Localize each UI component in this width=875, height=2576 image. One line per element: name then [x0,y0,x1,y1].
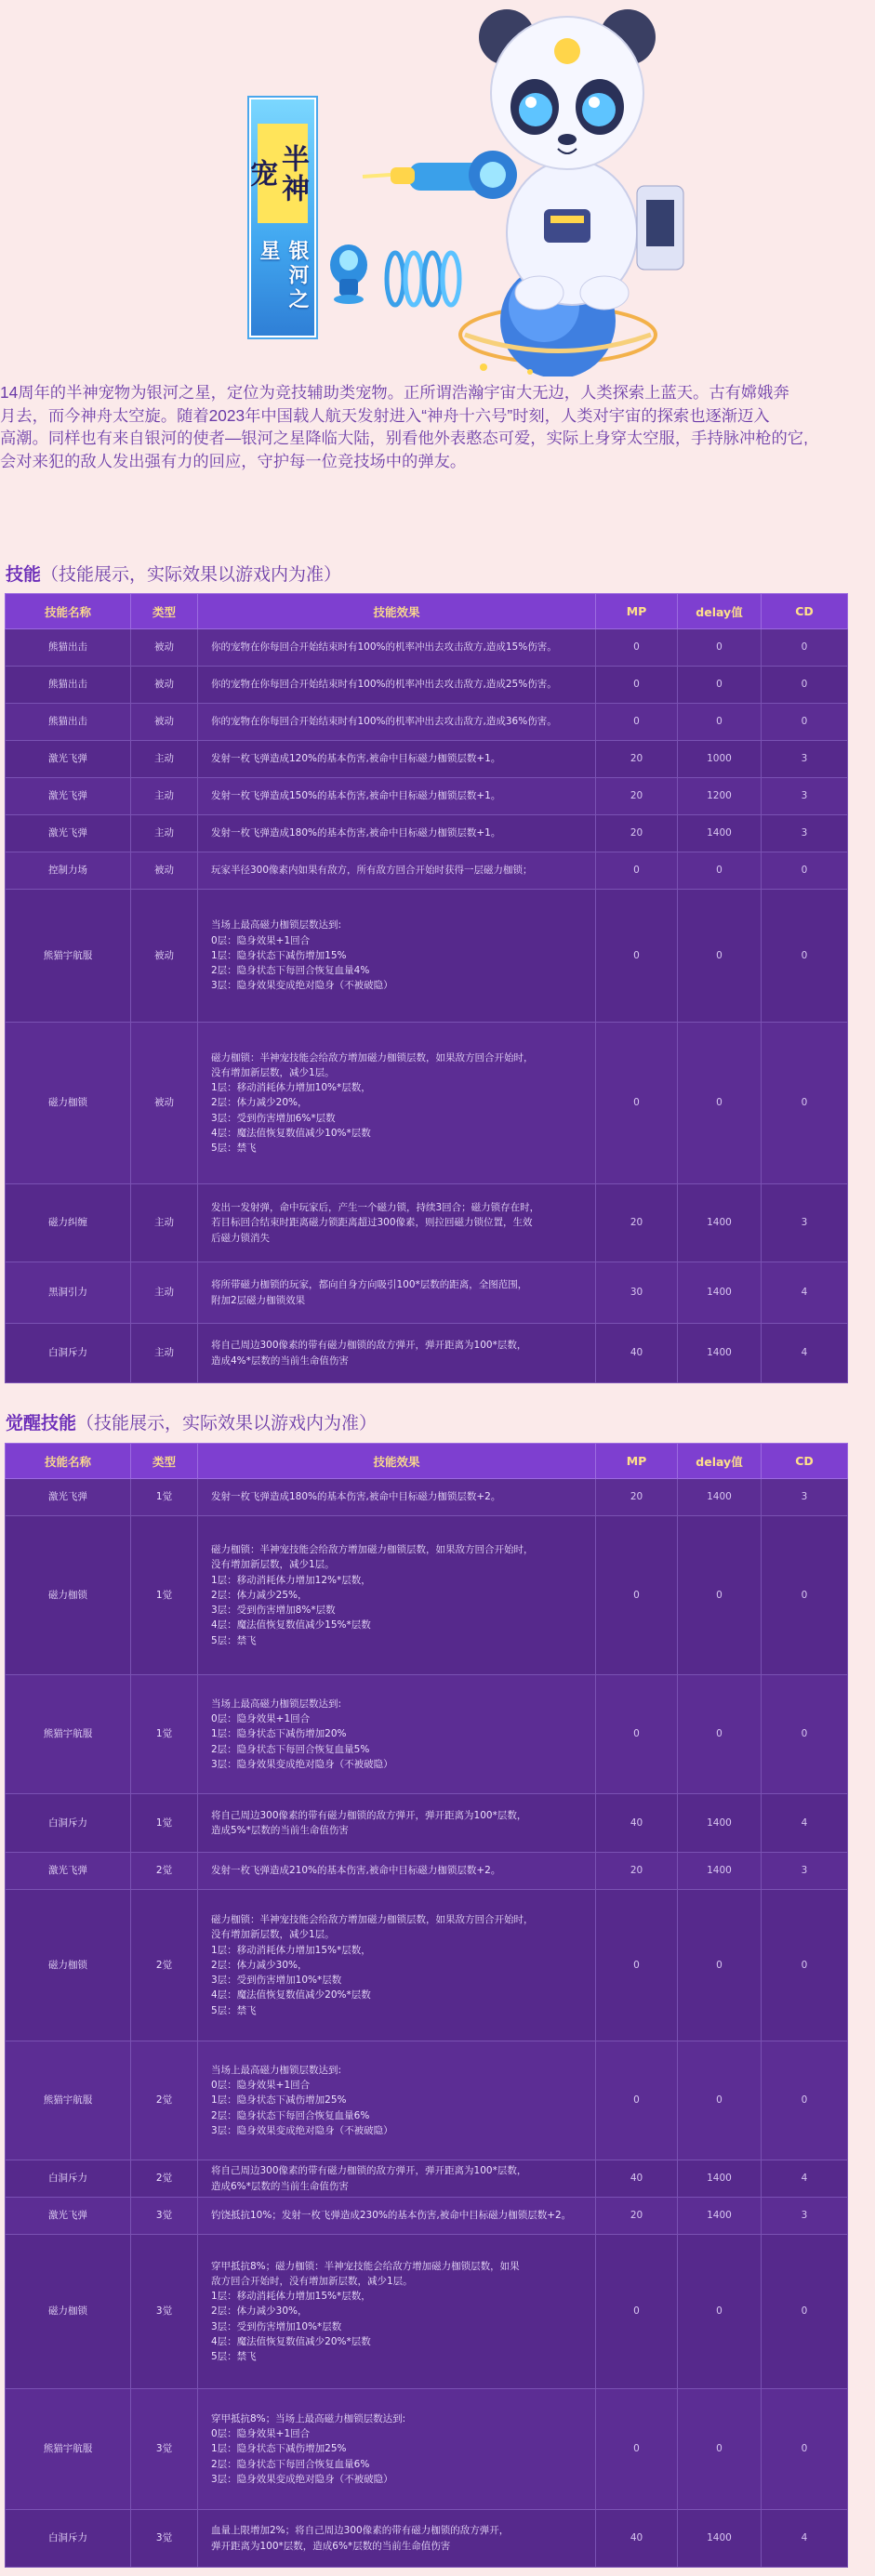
col-header-effect: 技能效果 [198,1444,596,1479]
skill-name-cell: 熊猫出击 [6,667,131,704]
skill-type-cell: 3觉 [131,2198,198,2235]
skill-delay-cell: 0 [678,2041,762,2160]
effect-line: 1层：移动消耗体力增加15%*层数， [211,1944,371,1956]
skill-delay-cell: 1400 [678,1479,762,1516]
effect-line: 钓饶抵抗10%；发射一枚飞弹造成230%的基本伤害,被命中目标磁力枷锁层数+2。 [211,2210,572,2222]
skill-mp-cell: 40 [596,2160,678,2198]
effect-line: 5层：禁飞 [211,2351,257,2363]
effect-line: 2层：体力减少25%， [211,1589,308,1601]
effect-line: 0层：隐身效果+1回合 [211,934,311,946]
skill-delay-cell: 1400 [678,2160,762,2198]
table-row [6,1262,848,1324]
skill-name-cell: 白洞斥力 [6,2160,131,2198]
table-row [6,1324,848,1383]
skill-type-cell: 被动 [131,629,198,667]
table-row [6,1794,848,1853]
effect-line: 你的宠物在你每回合开始结束时有100%的机率冲出去攻击敌方,造成15%伤害。 [211,641,557,654]
table-row [6,2235,848,2389]
skill-delay-cell: 0 [678,1516,762,1675]
skill-effect-cell [198,890,596,1023]
skill-type-cell: 1觉 [131,1794,198,1853]
effect-line: 穿甲抵抗8%；磁力枷锁：半神宠技能会给敌方增加磁力枷锁层数，如果 [211,2260,520,2272]
skill-delay-cell: 0 [678,2389,762,2510]
skill-name-cell: 白洞斥力 [6,1794,131,1853]
skill-mp-cell: 0 [596,704,678,741]
skill-name-cell: 熊猫宇航服 [6,890,131,1023]
effect-line: 2层：隐身状态下每回合恢复血量5% [211,1743,370,1755]
effect-line: 附加2层磁力枷锁效果 [211,1294,306,1306]
table-row [6,1479,848,1516]
skill-cd-cell: 3 [762,1479,848,1516]
skill-mp-cell: 0 [596,890,678,1023]
effect-line: 发射一枚飞弹造成120%的基本伤害,被命中目标磁力枷锁层数+1。 [211,753,501,765]
table-header-row [6,1444,848,1479]
skill-cd-cell: 3 [762,1853,848,1890]
skill-type-cell: 主动 [131,741,198,778]
skill-effect-cell [198,2389,596,2510]
effect-line: 磁力枷锁：半神宠技能会给敌方增加磁力枷锁层数，如果敌方回合开始时， [211,1914,534,1926]
skill-mp-cell: 20 [596,741,678,778]
skill-cd-cell: 0 [762,1890,848,2041]
skill-type-cell: 1觉 [131,1516,198,1675]
col-header-type: 类型 [131,1444,198,1479]
effect-line: 发射一枚飞弹造成180%的基本伤害,被命中目标磁力枷锁层数+2。 [211,1491,501,1503]
skill-name-cell: 黑洞引力 [6,1262,131,1324]
col-header-cd: CD [762,1444,848,1479]
table-row [6,1890,848,2041]
effect-line: 2层：体力减少30%， [211,2305,308,2318]
skill-effect-cell [198,778,596,815]
col-header-type: 类型 [131,594,198,629]
skill-effect-cell [198,815,596,852]
skill-name-cell: 激光飞弹 [6,741,131,778]
table-row [6,2160,848,2198]
col-header-cd: CD [762,594,848,629]
table-row [6,2041,848,2160]
skill-cd-cell: 4 [762,2160,848,2198]
skill-type-cell: 主动 [131,1184,198,1262]
skill-delay-cell: 0 [678,1890,762,2041]
skill-delay-cell: 0 [678,704,762,741]
effect-line: 3层：隐身效果变成绝对隐身（不被破隐） [211,2124,393,2136]
skills-title: 技能 [6,565,42,585]
skill-cd-cell: 0 [762,2389,848,2510]
skill-effect-cell [198,741,596,778]
skill-type-cell: 被动 [131,1023,198,1184]
table-row [6,667,848,704]
table-row [6,778,848,815]
effect-line: 造成4%*层数的当前生命值伤害 [211,1354,349,1367]
effect-line: 玩家半径300像素内如果有敌方，所有敌方回合开始时获得一层磁力枷锁； [211,865,533,877]
skill-mp-cell: 20 [596,778,678,815]
skill-cd-cell: 3 [762,778,848,815]
skill-name-cell: 熊猫出击 [6,704,131,741]
col-header-delay: delay值 [678,594,762,629]
skill-name-cell: 激光飞弹 [6,2198,131,2235]
skill-mp-cell: 0 [596,1675,678,1794]
skill-mp-cell: 20 [596,815,678,852]
skill-cd-cell: 3 [762,815,848,852]
effect-line: 发射一枚飞弹造成180%的基本伤害,被命中目标磁力枷锁层数+1。 [211,827,501,839]
skills-table [5,593,848,1383]
effect-line: 1层：隐身状态下减伤增加25% [211,2094,347,2107]
table-row [6,2510,848,2568]
effect-line: 5层：禁飞 [211,1143,257,1155]
awaken-note: （技能展示，实际效果以游戏内为准） [76,1414,378,1433]
skill-type-cell: 主动 [131,1262,198,1324]
intro-line: 14周年的半神宠物为银河之星，定位为竞技辅助类宠物。正所谓浩瀚宇宙大无边，人类探索上蓝天。古有嫦娥奔 [0,383,789,402]
table-row [6,1675,848,1794]
effect-line: 造成6%*层数的当前生命值伤害 [211,2180,349,2192]
effect-line: 穿甲抵抗8%；当场上最高磁力枷锁层数达到: [211,2412,406,2424]
skill-cd-cell: 4 [762,2510,848,2568]
badge-rank-label: 半神宠 [258,124,308,223]
skill-effect-cell [198,1324,596,1383]
effect-line: 敌方回合开始时，没有增加新层数，减少1层。 [211,2275,413,2287]
skill-cd-cell: 0 [762,890,848,1023]
skill-type-cell: 2觉 [131,1890,198,2041]
skill-delay-cell: 0 [678,2235,762,2389]
skill-effect-cell [198,1479,596,1516]
effect-line: 你的宠物在你每回合开始结束时有100%的机率冲出去攻击敌方,造成25%伤害。 [211,679,557,691]
table-row [6,1853,848,1890]
skill-type-cell: 2觉 [131,2160,198,2198]
col-header-mp: MP [596,1444,678,1479]
effect-line: 3层：隐身效果变成绝对隐身（不被破隐） [211,2473,393,2485]
skill-delay-cell: 1400 [678,1794,762,1853]
skill-cd-cell: 3 [762,1184,848,1262]
skill-name-cell: 熊猫宇航服 [6,1675,131,1794]
skill-delay-cell: 0 [678,629,762,667]
effect-line: 0层：隐身效果+1回合 [211,1713,311,1725]
effect-line: 你的宠物在你每回合开始结束时有100%的机率冲出去攻击敌方,造成36%伤害。 [211,716,557,728]
skill-effect-cell [198,2510,596,2568]
effect-line: 4层：魔法值恢复数值减少20%*层数 [211,1989,371,2001]
skill-effect-cell [198,667,596,704]
skill-delay-cell: 1000 [678,741,762,778]
table-row [6,815,848,852]
effect-line: 没有增加新层数，减少1层。 [211,1929,335,1941]
skill-cd-cell: 4 [762,1324,848,1383]
pulse-gun-icon [363,151,517,199]
col-header-name: 技能名称 [6,1444,131,1479]
skill-mp-cell: 20 [596,1853,678,1890]
skill-cd-cell: 0 [762,852,848,890]
skill-delay-cell: 1400 [678,1324,762,1383]
effect-line: 3层：隐身效果变成绝对隐身（不被破隐） [211,1758,393,1770]
skill-type-cell: 被动 [131,704,198,741]
skill-name-cell: 白洞斥力 [6,1324,131,1383]
skill-mp-cell: 0 [596,852,678,890]
table-row [6,1184,848,1262]
skill-mp-cell: 40 [596,1794,678,1853]
skill-effect-cell [198,2160,596,2198]
hero-banner [0,0,875,376]
skill-delay-cell: 1400 [678,1853,762,1890]
effect-line: 造成5%*层数的当前生命值伤害 [211,1825,349,1836]
effect-line: 3层：受到伤害增加10%*层数 [211,1975,342,1987]
effect-line: 3层：受到伤害增加8%*层数 [211,1605,336,1617]
skill-delay-cell: 1200 [678,778,762,815]
skill-cd-cell: 0 [762,704,848,741]
skill-name-cell: 磁力枷锁 [6,1023,131,1184]
skill-effect-cell [198,1794,596,1853]
skill-delay-cell: 0 [678,890,762,1023]
skill-cd-cell: 4 [762,1262,848,1324]
col-header-mp: MP [596,594,678,629]
skill-effect-cell [198,1262,596,1324]
skill-type-cell: 2觉 [131,1853,198,1890]
skill-mp-cell: 0 [596,2235,678,2389]
skill-mp-cell: 20 [596,1184,678,1262]
orbit-rings-icon [387,253,459,305]
skill-name-cell: 熊猫宇航服 [6,2389,131,2510]
intro-line: 月去，而今神舟太空旋。随着2023年中国载人航天发射进入“神舟十六号”时刻，人类对宇宙的探索也逐渐迈入 [0,405,770,425]
panda-head [479,9,656,169]
effect-line: 5层：禁飞 [211,1634,257,1646]
skill-delay-cell: 1400 [678,1262,762,1324]
effect-line: 当场上最高磁力枷锁层数达到: [211,2064,342,2076]
skill-type-cell: 1觉 [131,1479,198,1516]
skill-mp-cell: 20 [596,1479,678,1516]
table-header-row [6,594,848,629]
skill-type-cell: 3觉 [131,2510,198,2568]
effect-line: 1层：移动消耗体力增加12%*层数， [211,1574,371,1586]
skill-effect-cell [198,2198,596,2235]
pet-illustration [307,0,697,376]
skill-mp-cell: 30 [596,1262,678,1324]
effect-line: 后磁力锁消失 [211,1232,270,1244]
skill-type-cell: 2觉 [131,2041,198,2160]
skill-cd-cell: 0 [762,1023,848,1184]
skill-type-cell: 被动 [131,667,198,704]
effect-line: 2层：隐身状态下每回合恢复血量6% [211,2458,370,2470]
skill-mp-cell: 0 [596,629,678,667]
effect-line: 发射一枚飞弹造成210%的基本伤害,被命中目标磁力枷锁层数+2。 [211,1865,501,1877]
effect-line: 4层：魔法值恢复数值减少20%*层数 [211,2335,371,2347]
skill-name-cell: 控制力场 [6,852,131,890]
col-header-delay: delay值 [678,1444,762,1479]
skill-effect-cell [198,1890,596,2041]
table-row [6,2389,848,2510]
effect-line: 1层：隐身状态下减伤增加25% [211,2443,347,2455]
skill-cd-cell: 3 [762,741,848,778]
effect-line: 2层：体力减少20%， [211,1097,308,1109]
skill-type-cell: 主动 [131,1324,198,1383]
skill-mp-cell: 0 [596,667,678,704]
effect-line: 1层：隐身状态下减伤增加20% [211,1728,347,1740]
badge-pet-name: 银河之星 [257,240,309,313]
skill-delay-cell: 1400 [678,1184,762,1262]
effect-line: 弹开距离为100*层数，造成6%*层数的当前生命值伤害 [211,2540,451,2552]
skill-mp-cell: 40 [596,1324,678,1383]
skill-effect-cell [198,2041,596,2160]
skill-mp-cell: 0 [596,1890,678,2041]
skill-delay-cell: 1400 [678,2510,762,2568]
effect-line: 2层：隐身状态下每回合恢复血量6% [211,2109,370,2121]
skill-name-cell: 白洞斥力 [6,2510,131,2568]
skill-effect-cell [198,704,596,741]
skill-name-cell: 激光飞弹 [6,1479,131,1516]
effect-line: 3层：受到伤害增加10%*层数 [211,2320,342,2332]
skill-name-cell: 熊猫出击 [6,629,131,667]
skill-name-cell: 激光飞弹 [6,815,131,852]
skill-mp-cell: 0 [596,1023,678,1184]
skill-cd-cell: 0 [762,629,848,667]
skill-name-cell: 激光飞弹 [6,1853,131,1890]
intro-line: 会对来犯的敌人发出强有力的回应，守护每一位竞技场中的弹友。 [0,451,467,470]
effect-line: 将自己周边300像素的带有磁力枷锁的敌方弹开，弹开距离为100*层数， [211,1809,527,1821]
skill-type-cell: 3觉 [131,2389,198,2510]
skill-name-cell: 磁力枷锁 [6,1516,131,1675]
skill-mp-cell: 20 [596,2198,678,2235]
effect-line: 发出一发射弹，命中玩家后，产生一个磁力锁，持续3回合；磁力锁存在时， [211,1202,540,1214]
skill-cd-cell: 0 [762,2041,848,2160]
skill-delay-cell: 0 [678,852,762,890]
effect-line: 将自己周边300像素的带有磁力枷锁的敌方弹开，弹开距离为100*层数， [211,2165,527,2177]
skill-name-cell: 磁力枷锁 [6,1890,131,2041]
skill-effect-cell [198,1023,596,1184]
skill-cd-cell: 0 [762,1675,848,1794]
skills-section-title [6,561,341,586]
skill-effect-cell [198,852,596,890]
effect-line: 没有增加新层数，减少1层。 [211,1559,335,1571]
effect-line: 磁力枷锁：半神宠技能会给敌方增加磁力枷锁层数，如果敌方回合开始时， [211,1051,534,1063]
effect-line: 4层：魔法值恢复数值减少15%*层数 [211,1619,371,1631]
bell-accessory-icon [330,244,367,304]
table-row [6,1023,848,1184]
table-row [6,741,848,778]
skill-name-cell: 磁力纠缠 [6,1184,131,1262]
skill-name-cell: 磁力枷锁 [6,2235,131,2389]
skill-cd-cell: 3 [762,2198,848,2235]
skill-name-cell: 激光飞弹 [6,778,131,815]
skill-type-cell: 被动 [131,890,198,1023]
table-row [6,852,848,890]
table-row [6,1516,848,1675]
effect-line: 1层：移动消耗体力增加15%*层数， [211,2291,371,2303]
skill-name-cell: 熊猫宇航服 [6,2041,131,2160]
skill-delay-cell: 0 [678,1675,762,1794]
table-row [6,2198,848,2235]
awaken-skills-table [5,1443,848,2568]
table-row [6,704,848,741]
skill-delay-cell: 1400 [678,815,762,852]
effect-line: 3层：隐身效果变成绝对隐身（不被破隐） [211,980,393,992]
effect-line: 磁力枷锁：半神宠技能会给敌方增加磁力枷锁层数，如果敌方回合开始时， [211,1544,534,1556]
skill-type-cell: 3觉 [131,2235,198,2389]
skill-delay-cell: 0 [678,667,762,704]
effect-line: 5层：禁飞 [211,2004,257,2016]
table-row [6,890,848,1023]
skill-mp-cell: 0 [596,1516,678,1675]
skill-effect-cell [198,1184,596,1262]
effect-line: 将所带磁力枷锁的玩家，都向自身方向吸引100*层数的距离，全图范围， [211,1279,528,1291]
skill-cd-cell: 0 [762,2235,848,2389]
skill-effect-cell [198,1675,596,1794]
effect-line: 将自己周边300像素的带有磁力枷锁的敌方弹开，弹开距离为100*层数， [211,1340,527,1352]
pet-introduction [0,381,874,472]
effect-line: 0层：隐身效果+1回合 [211,2080,311,2092]
effect-line: 血量上限增加2%；将自己周边300像素的带有磁力枷锁的敌方弹开， [211,2525,510,2537]
skills-note: （技能展示，实际效果以游戏内为准） [41,565,342,585]
skill-delay-cell: 1400 [678,2198,762,2235]
effect-line: 没有增加新层数，减少1层。 [211,1066,335,1078]
skill-effect-cell [198,1516,596,1675]
skill-type-cell: 被动 [131,852,198,890]
intro-line: 高潮。同样也有来自银河的使者—银河之星降临大陆，别看他外表憨态可爱，实际上身穿太空服，手持脉冲枪的它, [0,429,808,447]
skill-mp-cell: 0 [596,2041,678,2160]
effect-line: 2层：隐身状态下每回合恢复血量4% [211,965,370,977]
awaken-title: 觉醒技能 [6,1414,77,1433]
effect-line: 3层：受到伤害增加6%*层数 [211,1112,336,1124]
skill-effect-cell [198,1853,596,1890]
skill-cd-cell: 0 [762,667,848,704]
effect-line: 发射一枚飞弹造成150%的基本伤害,被命中目标磁力枷锁层数+1。 [211,790,501,802]
skill-type-cell: 1觉 [131,1675,198,1794]
effect-line: 2层：体力减少30%， [211,1959,308,1971]
effect-line: 0层：隐身效果+1回合 [211,2428,311,2440]
effect-line: 当场上最高磁力枷锁层数达到: [211,919,342,931]
skill-effect-cell [198,629,596,667]
skill-mp-cell: 0 [596,2389,678,2510]
effect-line: 4层：魔法值恢复数值减少10%*层数 [211,1127,371,1139]
col-header-name: 技能名称 [6,594,131,629]
skill-effect-cell [198,2235,596,2389]
effect-line: 1层：移动消耗体力增加10%*层数， [211,1082,371,1094]
skill-cd-cell: 4 [762,1794,848,1853]
awaken-section-title [6,1409,377,1434]
skill-type-cell: 主动 [131,778,198,815]
effect-line: 当场上最高磁力枷锁层数达到: [211,1698,342,1710]
col-header-effect: 技能效果 [198,594,596,629]
skill-mp-cell: 40 [596,2510,678,2568]
skill-delay-cell: 0 [678,1023,762,1184]
panda-body [507,160,683,310]
skill-type-cell: 主动 [131,815,198,852]
table-row [6,629,848,667]
effect-line: 1层：隐身状态下减伤增加15% [211,949,347,961]
skill-cd-cell: 0 [762,1516,848,1675]
effect-line: 若目标回合结束时距离磁力锁距离超过300像素，则拉回磁力锁位置，生效 [211,1217,533,1229]
